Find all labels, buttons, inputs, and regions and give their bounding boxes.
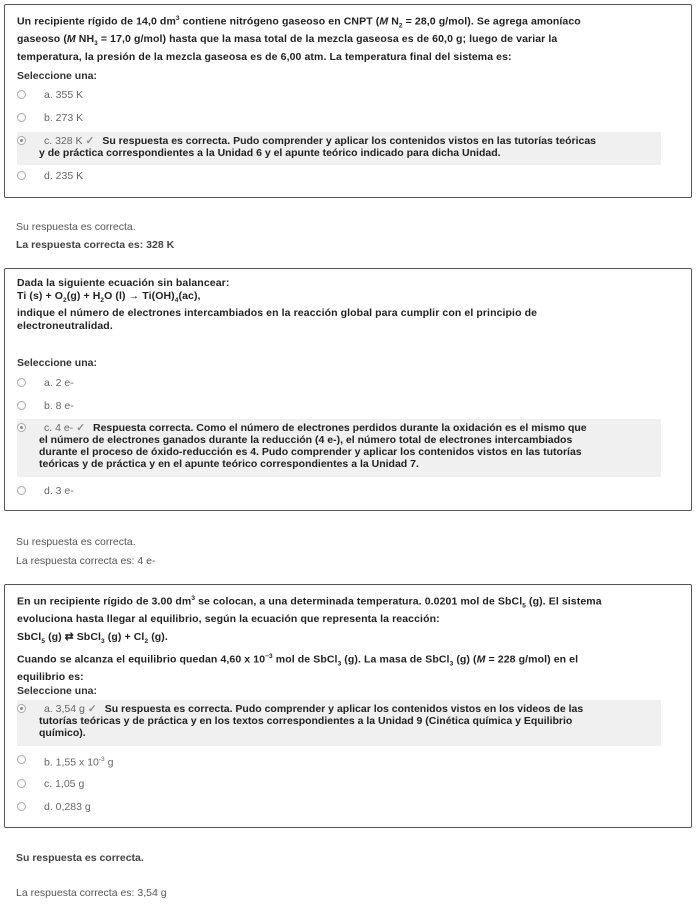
option-c[interactable] [17, 778, 661, 790]
radio-button[interactable] [17, 171, 26, 180]
status-text: Su respuesta es correcta. [16, 221, 136, 233]
radio-button-selected[interactable] [17, 136, 26, 145]
checkmark-icon: ✓ [85, 135, 95, 147]
option-d[interactable] [17, 801, 661, 813]
option-b[interactable] [17, 112, 661, 124]
correct-answer: La respuesta correcta es: 4 e- [16, 555, 156, 567]
correct-answer: La respuesta correcta es: 328 K [16, 239, 175, 251]
option-label: a. 2 e- [44, 377, 74, 389]
option-c[interactable] [17, 419, 661, 477]
option-d[interactable] [17, 485, 661, 497]
correct-answer: La respuesta correcta es: 3,54 g [16, 887, 167, 899]
radio-button[interactable] [17, 113, 26, 122]
question-3-text: En un recipiente rígido de 3.00 $dm^3$ se colocan, a una determinada temperatura. 0.0201 mol de SbCl$_5$ (g). El sistema evoluciona hasta llegar al equilibrio, según la ecuación que representa la reacción: SbCl$_5$ (g) ⇄ SbCl$_3$ $(g) + Cl_2$ (g). Cuando se alcanza el equilibrio quedan 4,60 x $10^{-3}$ mol de SbCl$_3$ (g). La masa de SbCl$_3$ (g) (M = 228 g/mol) en el equilibrio es: [17, 595, 602, 684]
feedback-text-cont: el número de electrones ganados durante la reducción (4 e-), el número total de electrones intercambiados [39, 434, 573, 446]
feedback-text-cont: y de práctica correspondientes a la Unidad 6 y el apunte teórico indicado para dicha Unidad. [39, 147, 501, 159]
question-3 [4, 584, 692, 828]
option-label: d. 0,283 g [44, 801, 91, 813]
radio-button[interactable] [17, 755, 26, 764]
option-label: c. 4 e- [44, 422, 74, 434]
feedback-text: Respuesta correcta. Como el número de electrones perdidos durante la oxidación es el mismo que [93, 422, 587, 434]
option-a[interactable] [17, 377, 661, 389]
option-b[interactable] [17, 400, 661, 412]
feedback-text-cont: tutorías teóricas y de práctica y en los textos correspondientes a la Unidad 9 (Cinética química y Equilibrio [39, 715, 573, 727]
option-label: d. 235 K [44, 170, 84, 182]
checkmark-icon: ✓ [87, 703, 97, 715]
status-text: Su respuesta es correcta. [16, 852, 144, 864]
feedback-text-cont: durante el proceso de óxido-reducción es 4. Pudo comprender y aplicar los contenidos vistos en las tutorías [39, 446, 582, 458]
option-a[interactable] [17, 700, 661, 746]
radio-button[interactable] [17, 401, 26, 410]
question-2-text: Dada la siguiente ecuación sin balancear: Ti $(s) + O_2(g) + H_2O$ $(l) \to Ti(OH)_4(ac)$, indique el número de electrones intercambiados en la reacción global para cumplir con el principio de electroneutralidad. [17, 277, 538, 332]
option-label: c. 328 K [44, 135, 83, 147]
question-1 [4, 4, 692, 198]
option-b[interactable] [17, 754, 661, 769]
status-text: Su respuesta es correcta. [16, 536, 136, 548]
checkmark-icon: ✓ [76, 422, 85, 434]
feedback-text-cont: teóricas y de práctica y en el apunte teórico correspondientes a la Unidad 7. [39, 458, 419, 470]
feedback-text: Su respuesta es correcta. Pudo comprender y aplicar los contenidos vistos en las tutorías teóricas [102, 135, 597, 147]
option-label: b. 1,55 x $10^{-3}$ g [44, 756, 114, 769]
option-label: a. 3,54 g [44, 703, 85, 715]
feedback-text: Su respuesta es correcta. Pudo comprender y aplicar los contenidos vistos en los videos de las [104, 703, 584, 715]
feedback-text-cont: químico). [39, 727, 86, 739]
option-c[interactable] [17, 132, 661, 165]
option-label: b. 8 e- [44, 400, 74, 412]
radio-button[interactable] [17, 802, 26, 811]
radio-button[interactable] [17, 378, 26, 387]
option-label: a. 355 K [44, 89, 84, 101]
option-label: c. 1,05 g [44, 778, 85, 790]
radio-button[interactable] [17, 779, 26, 788]
option-label: d. 3 e- [44, 485, 74, 497]
select-label: Seleccione una: [17, 357, 97, 369]
radio-button[interactable] [17, 90, 26, 99]
select-label: Seleccione una: [17, 685, 97, 697]
question-2 [4, 268, 692, 511]
option-a[interactable] [17, 89, 661, 101]
radio-button[interactable] [17, 486, 26, 495]
radio-button-selected[interactable] [17, 423, 26, 432]
select-label: Seleccione una: [17, 70, 97, 82]
question-1-text: Un recipiente rígido de 14,0 $dm^3$ contiene nitrógeno gaseoso en CNPT (M $N_2 = 28,0$ g/mol). Se agrega amoníaco gaseoso (M $NH_3 = 17,0$ g/mol) hasta que la masa total de la mezcla gaseosa es de 60,0 g; luego de variar la temperatura, la presión de la mezcla gaseosa es de 6,00 atm. La temperatura final del sistema es: [17, 15, 581, 63]
radio-button-selected[interactable] [17, 704, 26, 713]
option-d[interactable] [17, 170, 661, 182]
option-label: b. 273 K [44, 112, 84, 124]
